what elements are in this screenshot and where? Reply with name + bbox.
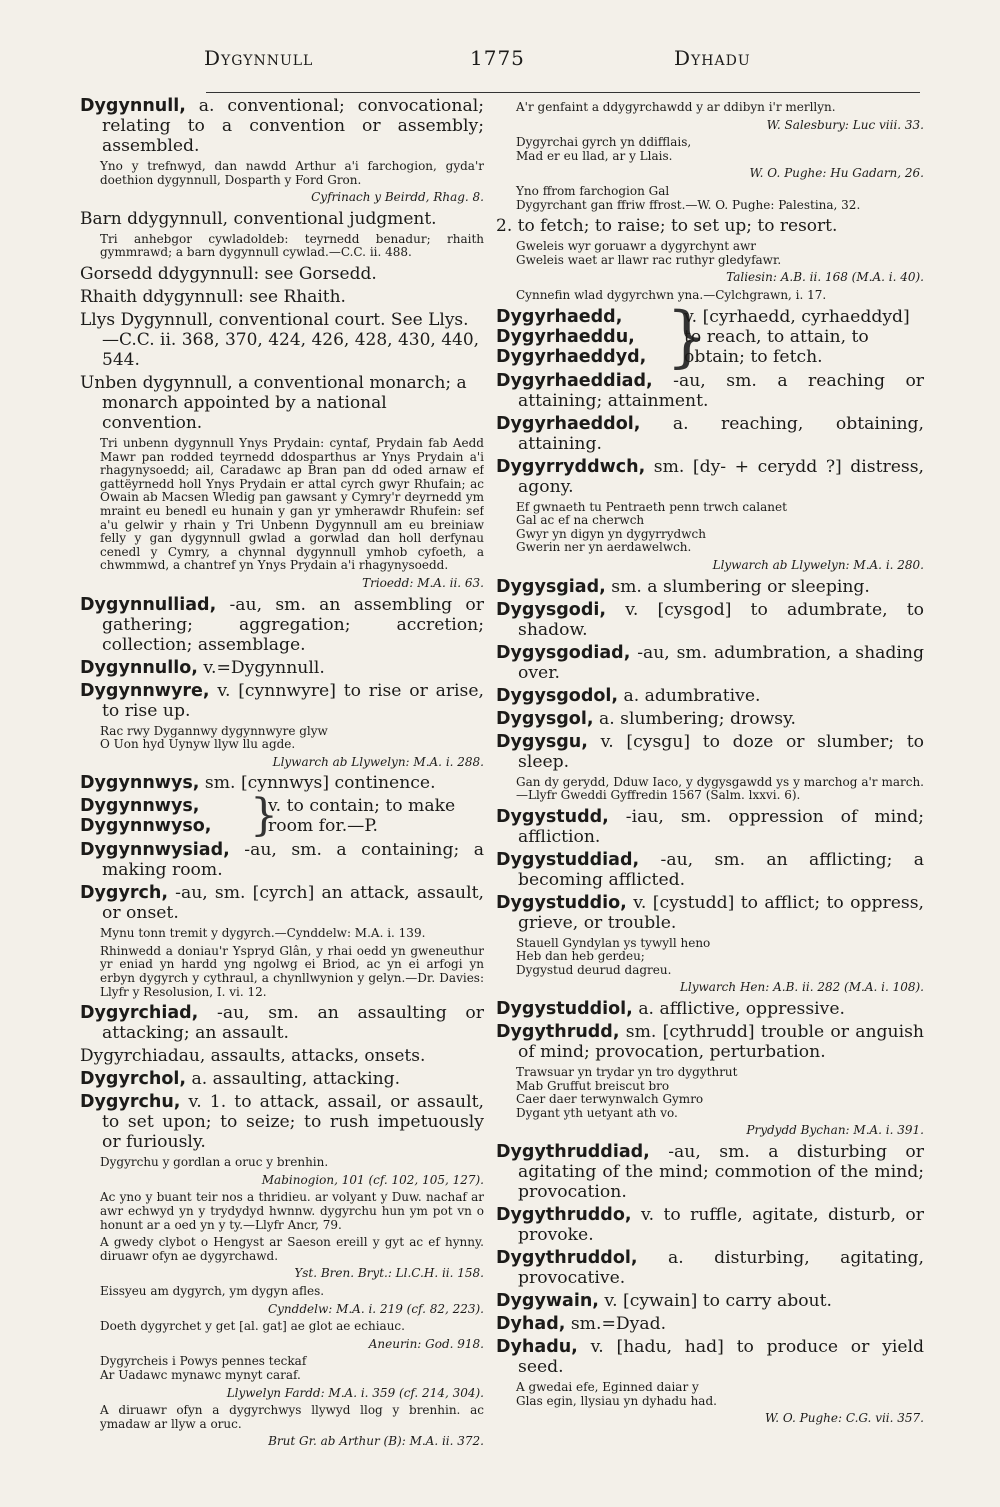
dictionary-entry <box>496 1314 924 1334</box>
headword: Dygynnwys, <box>80 796 200 817</box>
dictionary-entry <box>80 96 484 156</box>
headword: Dygynnwyre, <box>80 680 210 701</box>
dictionary-entry <box>496 371 924 411</box>
headword: Dygyrchol, <box>80 1069 186 1090</box>
dictionary-entry <box>496 414 924 454</box>
sub-entry: 2. to fetch; to raise; to set up; to resort. <box>496 216 838 237</box>
headword: Dyhadu, <box>496 1337 578 1358</box>
citation-source: W. Salesbury: Luc viii. 33. <box>766 117 924 132</box>
definition: -iau, sm. oppression of mind; affliction. <box>518 806 924 847</box>
headword: Dygysgu, <box>496 731 588 752</box>
citation-quote: Rhinwedd a doniau'r Yspryd Glân, y rhai oedd yn gweneuthur yr eniad yn hardd yng ngolwg ei Briod, ac yn ei arfogi yn erbyn dygyrch y cythraul, a chynllwynion y gelyn.—Dr. Davies: Llyfr y Resolusion, I. vi. 12. <box>100 943 484 999</box>
headword: Dygynnullo, <box>80 657 198 678</box>
headword: Dygynnull, <box>80 96 186 116</box>
headword-group <box>496 307 666 367</box>
citation-source: Llywarch ab Llywelyn: M.A. i. 288. <box>272 754 484 769</box>
definition: -au, sm. adumbration, a shading over. <box>518 642 924 683</box>
citation-quote: Yno ffrom farchogion Gal Dygyrchant gan ffriw ffrost.—W. O. Pughe: Palestina, 32. <box>516 183 861 212</box>
citation-quote: Yno y trefnwyd, dan nawdd Arthur a'i farchogion, gyda'r doethion dygynnull, Dosparth y Ford Gron. <box>100 159 484 187</box>
dictionary-entry <box>496 732 924 772</box>
definition: -au, sm. a disturbing or agitating of the mind; commotion of the mind; provocation. <box>518 1142 924 1203</box>
headword: Dygystuddiad, <box>496 849 640 870</box>
citation-quote: Tri unbenn dygynnull Ynys Prydain: cyntaf, Prydain fab Aedd Mawr pan rodded teyrnedd ddosparthus ar Ynys Prydain a'i rhagynysoedd; ail, Caradawc ap Bran pan dd oded arnaw ef gattëyrnedd holl Ynys Prydain er attal cyrch gwyr Rhufain; ac Owain ab Macsen Wledig pan gawsant y Cymry'r deyrnedd ym mraint eu benedl eu hunain y gan yr ymherawdr Rhufein: sef a'u gelwir y rhain y Tri Unbenn Dygynnull am eu breiniaw felly y gan dygynnull gwlad a gorwlad dan holl derfynau cenedl y Cymry, a chynnal dygynnull ymhob cyfoeth, a chwmmwd, a chantref yn Ynys Prydain a'i rhagynysoedd. <box>100 435 484 573</box>
citation-source: Mabinogion, 101 (cf. 102, 105, 127). <box>261 1172 484 1187</box>
citation-source: Llywelyn Fardd: M.A. i. 359 (cf. 214, 304). <box>226 1385 484 1400</box>
dictionary-entry <box>496 1248 924 1288</box>
headword: Dygystudd, <box>496 806 609 827</box>
definition: a. assaulting, attacking. <box>191 1069 401 1090</box>
dictionary-entry <box>496 807 924 847</box>
citation-source: Aneurin: God. 918. <box>368 1336 484 1351</box>
citation-source: W. O. Pughe: Hu Gadarn, 26. <box>749 166 924 181</box>
definition: sm. [cythrudd] trouble or anguish of mind; provocation, perturbation. <box>518 1022 924 1063</box>
headword: Dygyrhaeddol, <box>496 413 641 434</box>
citation-quote: A diruawr ofyn a dygyrchwys llywyd llog y brenhin. ac ymadaw ar llyw a oruc. <box>100 1403 484 1431</box>
citation-source: Trioedd: M.A. ii. 63. <box>362 575 484 590</box>
brace-symbol: } <box>666 297 708 375</box>
citation-quote: A'r genfaint a ddygyrchawdd y ar ddibyn i'r merllyn. <box>516 100 836 114</box>
sub-entry: Gorsedd ddygynnull: see Gorsedd. <box>80 263 377 284</box>
headword: Dygythruddol, <box>496 1248 638 1269</box>
definition: v. to contain; to make room for.—P. <box>268 796 456 837</box>
header-left-guideword: Dygynnull <box>204 46 314 70</box>
citation-quote: Rac rwy Dygannwy dygynnwyre glyw O Uon hyd Uynyw llyw llu agde. <box>100 723 328 752</box>
headword-group <box>80 796 250 836</box>
citation-source: Cyfrinach y Beirdd, Rhag. 8. <box>311 190 484 205</box>
definition: -au, sm. an afflicting; a becoming afflicted. <box>518 849 924 890</box>
dictionary-entry <box>80 595 484 655</box>
headword: Dygywain, <box>496 1291 599 1312</box>
definition: -au, sm. a reaching or attaining; attainment. <box>518 370 924 411</box>
header-rule <box>206 92 920 93</box>
sub-entry: Dygyrchiadau, assaults, attacks, onsets. <box>80 1046 426 1067</box>
headword: Dygythruddiad, <box>496 1142 650 1163</box>
citation-quote: Ef gwnaeth tu Pentraeth penn trwch calanet Gal ac ef na cherwch Gwyr yn digyn yn dygyrrydwch Gwerin ner yn aerdawelwch. <box>516 499 787 555</box>
sub-entry: Barn ddygynnull, conventional judgment. <box>80 208 437 229</box>
headword: Dygysgiad, <box>496 576 606 597</box>
citation-quote: Tri anhebgor cywladoldeb: teyrnedd benadur; rhaith gymmrawd; a barn dygynnull cywlad.—C.C. ii. 488. <box>100 231 484 260</box>
dictionary-entry <box>496 1022 924 1062</box>
headword: Dygyrhaeddyd, <box>496 346 647 367</box>
headword: Dygyrhaeddiad, <box>496 370 653 391</box>
definition: v. [cywain] to carry about. <box>604 1291 832 1312</box>
definition: -au, sm. [cyrch] an attack, assault, or onset. <box>102 883 484 924</box>
dictionary-entry-group <box>496 297 924 375</box>
sub-entry: Llys Dygynnull, conventional court. See Llys. —C.C. ii. 368, 370, 424, 426, 428, 430, 440, 544. <box>80 309 480 370</box>
headword: Dygyrhaedd, <box>496 306 623 327</box>
definition: a. adumbrative. <box>623 685 761 706</box>
citation-quote: Cynnefin wlad dygyrchwn yna.—Cylchgrawn, i. 17. <box>516 287 827 302</box>
citation-quote: Doeth dygyrchet y get [al. gat] ae glot ae echiauc. <box>100 1319 405 1334</box>
citation-quote: Gweleis wyr goruawr a dygyrchynt awr Gweleis waet ar llawr rac ruthyr gledyfawr. <box>516 239 782 267</box>
dictionary-entry <box>496 1337 924 1377</box>
citation-source: Brut Gr. ab Arthur (B): M.A. ii. 372. <box>268 1434 484 1449</box>
citation-source: Llywarch Hen: A.B. ii. 282 (M.A. i. 108). <box>679 980 924 995</box>
dictionary-entry <box>496 1205 924 1245</box>
definition: v. [cynnwyre] to rise or arise, to rise up. <box>102 680 484 721</box>
dictionary-entry <box>496 709 924 729</box>
headword: Dygystuddio, <box>496 892 627 913</box>
definition: -au, sm. a containing; a making room. <box>102 840 484 881</box>
dictionary-entry <box>80 773 484 793</box>
headword: Dygysgodiad, <box>496 642 631 663</box>
headword: Dygyrhaeddu, <box>496 326 635 347</box>
sub-entry: Unben dygynnull, a conventional monarch; a monarch appointed by a national convention. <box>80 372 467 433</box>
definition: v. [cyrhaedd, cyrhaeddyd] to reach, to attain, to obtain; to fetch. <box>684 306 910 367</box>
definition: sm. [cynnwys] continence. <box>204 773 436 794</box>
dictionary-entry <box>80 883 484 923</box>
definition: -au, sm. an assaulting or attacking; an assault. <box>102 1003 484 1044</box>
headword: Dygystuddiol, <box>496 999 633 1020</box>
page-number: 1775 <box>470 46 525 70</box>
definition: sm. [dy- + cerydd ?] distress, agony. <box>518 456 924 497</box>
definition: -au, sm. an assembling or gathering; aggregation; accretion; collection; assemblage. <box>102 594 484 655</box>
citation-quote: Dygyrchu y gordlan a oruc y brenhin. <box>100 1155 329 1170</box>
citation-quote: Eissyeu am dygyrch, ym dygyn afles. <box>100 1284 325 1298</box>
headword: Dygythruddo, <box>496 1205 632 1226</box>
definition: v. to ruffle, agitate, disturb, or provoke. <box>518 1205 924 1246</box>
dictionary-entry <box>496 999 924 1019</box>
citation-quote: Ac yno y buant teir nos a thridieu. ar volyant y Duw. nachaf ar awr echwyd yn y trydydyd hwnnw. dygyrchu hun ym pot vn o honunt ar a oed yn y ty.—Llyfr Ancr, 79. <box>100 1190 484 1232</box>
dictionary-entry <box>496 457 924 497</box>
headword: Dygythrudd, <box>496 1022 620 1043</box>
dictionary-entry <box>80 681 484 721</box>
header-right-guideword: Dyhadu <box>674 46 751 70</box>
definition: v. [cysgod] to adumbrate, to shadow. <box>518 599 924 640</box>
citation-source: Prydydd Bychan: M.A. i. 391. <box>746 1123 924 1138</box>
citation-source: Llywarch ab Llywelyn: M.A. i. 280. <box>712 557 924 572</box>
headword: Dygynnwys, <box>80 773 200 794</box>
citation-quote: Dygyrcheis i Powys pennes teckaf Ar Uadawc mynawc mynyt caraf. <box>100 1354 307 1382</box>
definition: v. [cystudd] to afflict; to oppress, grieve, or trouble. <box>518 892 924 933</box>
citation-quote: Stauell Gyndylan ys tywyll heno Heb dan heb gerdeu; Dygystud deurud dagreu. <box>516 935 711 977</box>
citation-source: W. O. Pughe: C.G. vii. 357. <box>765 1411 924 1426</box>
headword: Dygynnwyso, <box>80 816 212 837</box>
dictionary-entry-group <box>80 790 484 842</box>
dictionary-entry <box>80 1092 484 1152</box>
dictionary-entry <box>496 893 924 933</box>
brace-symbol: } <box>250 790 278 842</box>
left-column <box>80 96 484 1496</box>
headword: Dygyrchu, <box>80 1092 181 1113</box>
definition: v. [cysgu] to doze or slumber; to sleep. <box>518 731 924 772</box>
headword: Dygynnulliad, <box>80 594 217 615</box>
definition: a. reaching, obtaining, attaining. <box>518 413 924 454</box>
definition: v.=Dygynnull. <box>203 657 325 678</box>
dictionary-entry <box>80 1069 484 1089</box>
headword: Dygyrryddwch, <box>496 456 646 477</box>
citation-quote: Trawsuar yn trydar yn tro dygythrut Mab Gruffut breiscut bro Caer daer terwynwalch Gymro Dygant yth uetyant ath vo. <box>516 1065 738 1120</box>
running-header <box>140 46 920 76</box>
dictionary-entry <box>496 643 924 683</box>
definition: a. conventional; convocational; relating to a convention or assembly; assembled. <box>102 96 484 156</box>
dictionary-entry <box>496 600 924 640</box>
headword: Dyhad, <box>496 1314 566 1335</box>
citation-source: Taliesin: A.B. ii. 168 (M.A. i. 40). <box>726 270 924 285</box>
headword: Dygyrch, <box>80 883 168 904</box>
definition: sm. a slumbering or sleeping. <box>611 576 870 597</box>
dictionary-entry <box>80 840 484 880</box>
headword: Dygysgodol, <box>496 685 619 706</box>
dictionary-entry <box>80 658 484 678</box>
definition: a. slumbering; drowsy. <box>598 708 797 729</box>
dictionary-entry <box>80 1003 484 1043</box>
definition: sm.=Dyad. <box>570 1314 667 1335</box>
citation-source: Yst. Bren. Bryt.: Ll.C.H. ii. 158. <box>294 1266 484 1281</box>
sub-entry: Rhaith ddygynnull: see Rhaith. <box>80 286 346 307</box>
citation-quote: Gan dy gerydd, Dduw Iaco, y dygysgawdd ys y marchog a'r march.—Llyfr Gweddi Gyffredin 1567 (Salm. lxxvi. 6). <box>516 774 924 803</box>
headword: Dygyrchiad, <box>80 1003 199 1024</box>
citation-quote: A gwedai efe, Eginned daiar y Glas egin, llysiau yn dyhadu had. <box>516 1380 717 1408</box>
dictionary-entry <box>496 1291 924 1311</box>
headword: Dygysgodi, <box>496 599 607 620</box>
dictionary-entry <box>496 850 924 890</box>
headword: Dygynnwysiad, <box>80 840 230 861</box>
citation-quote: A gwedy clybot o Hengyst ar Saeson ereill y gyt ac ef hynny. diruawr ofyn ae dygyrchawd. <box>100 1235 484 1263</box>
dictionary-entry <box>496 577 924 597</box>
definition: v. [hadu, had] to produce or yield seed. <box>518 1337 924 1378</box>
citation-source: Cynddelw: M.A. i. 219 (cf. 82, 223). <box>267 1301 484 1316</box>
dictionary-entry <box>496 686 924 706</box>
dictionary-entry <box>496 1142 924 1202</box>
definition: a. afflictive, oppressive. <box>638 999 845 1020</box>
citation-quote: Mynu tonn tremit y dygyrch.—Cynddelw: M.A. i. 139. <box>100 926 426 941</box>
right-column <box>496 97 924 1497</box>
definition: v. 1. to attack, assail, or assault, to set upon; to seize; to rush impetuously or furiously. <box>102 1092 484 1153</box>
citation-quote: Dygyrchai gyrch yn ddifflais, Mad er eu llad, ar y Llais. <box>516 135 692 163</box>
headword: Dygysgol, <box>496 708 594 729</box>
definition: a. disturbing, agitating, provocative. <box>518 1248 924 1289</box>
